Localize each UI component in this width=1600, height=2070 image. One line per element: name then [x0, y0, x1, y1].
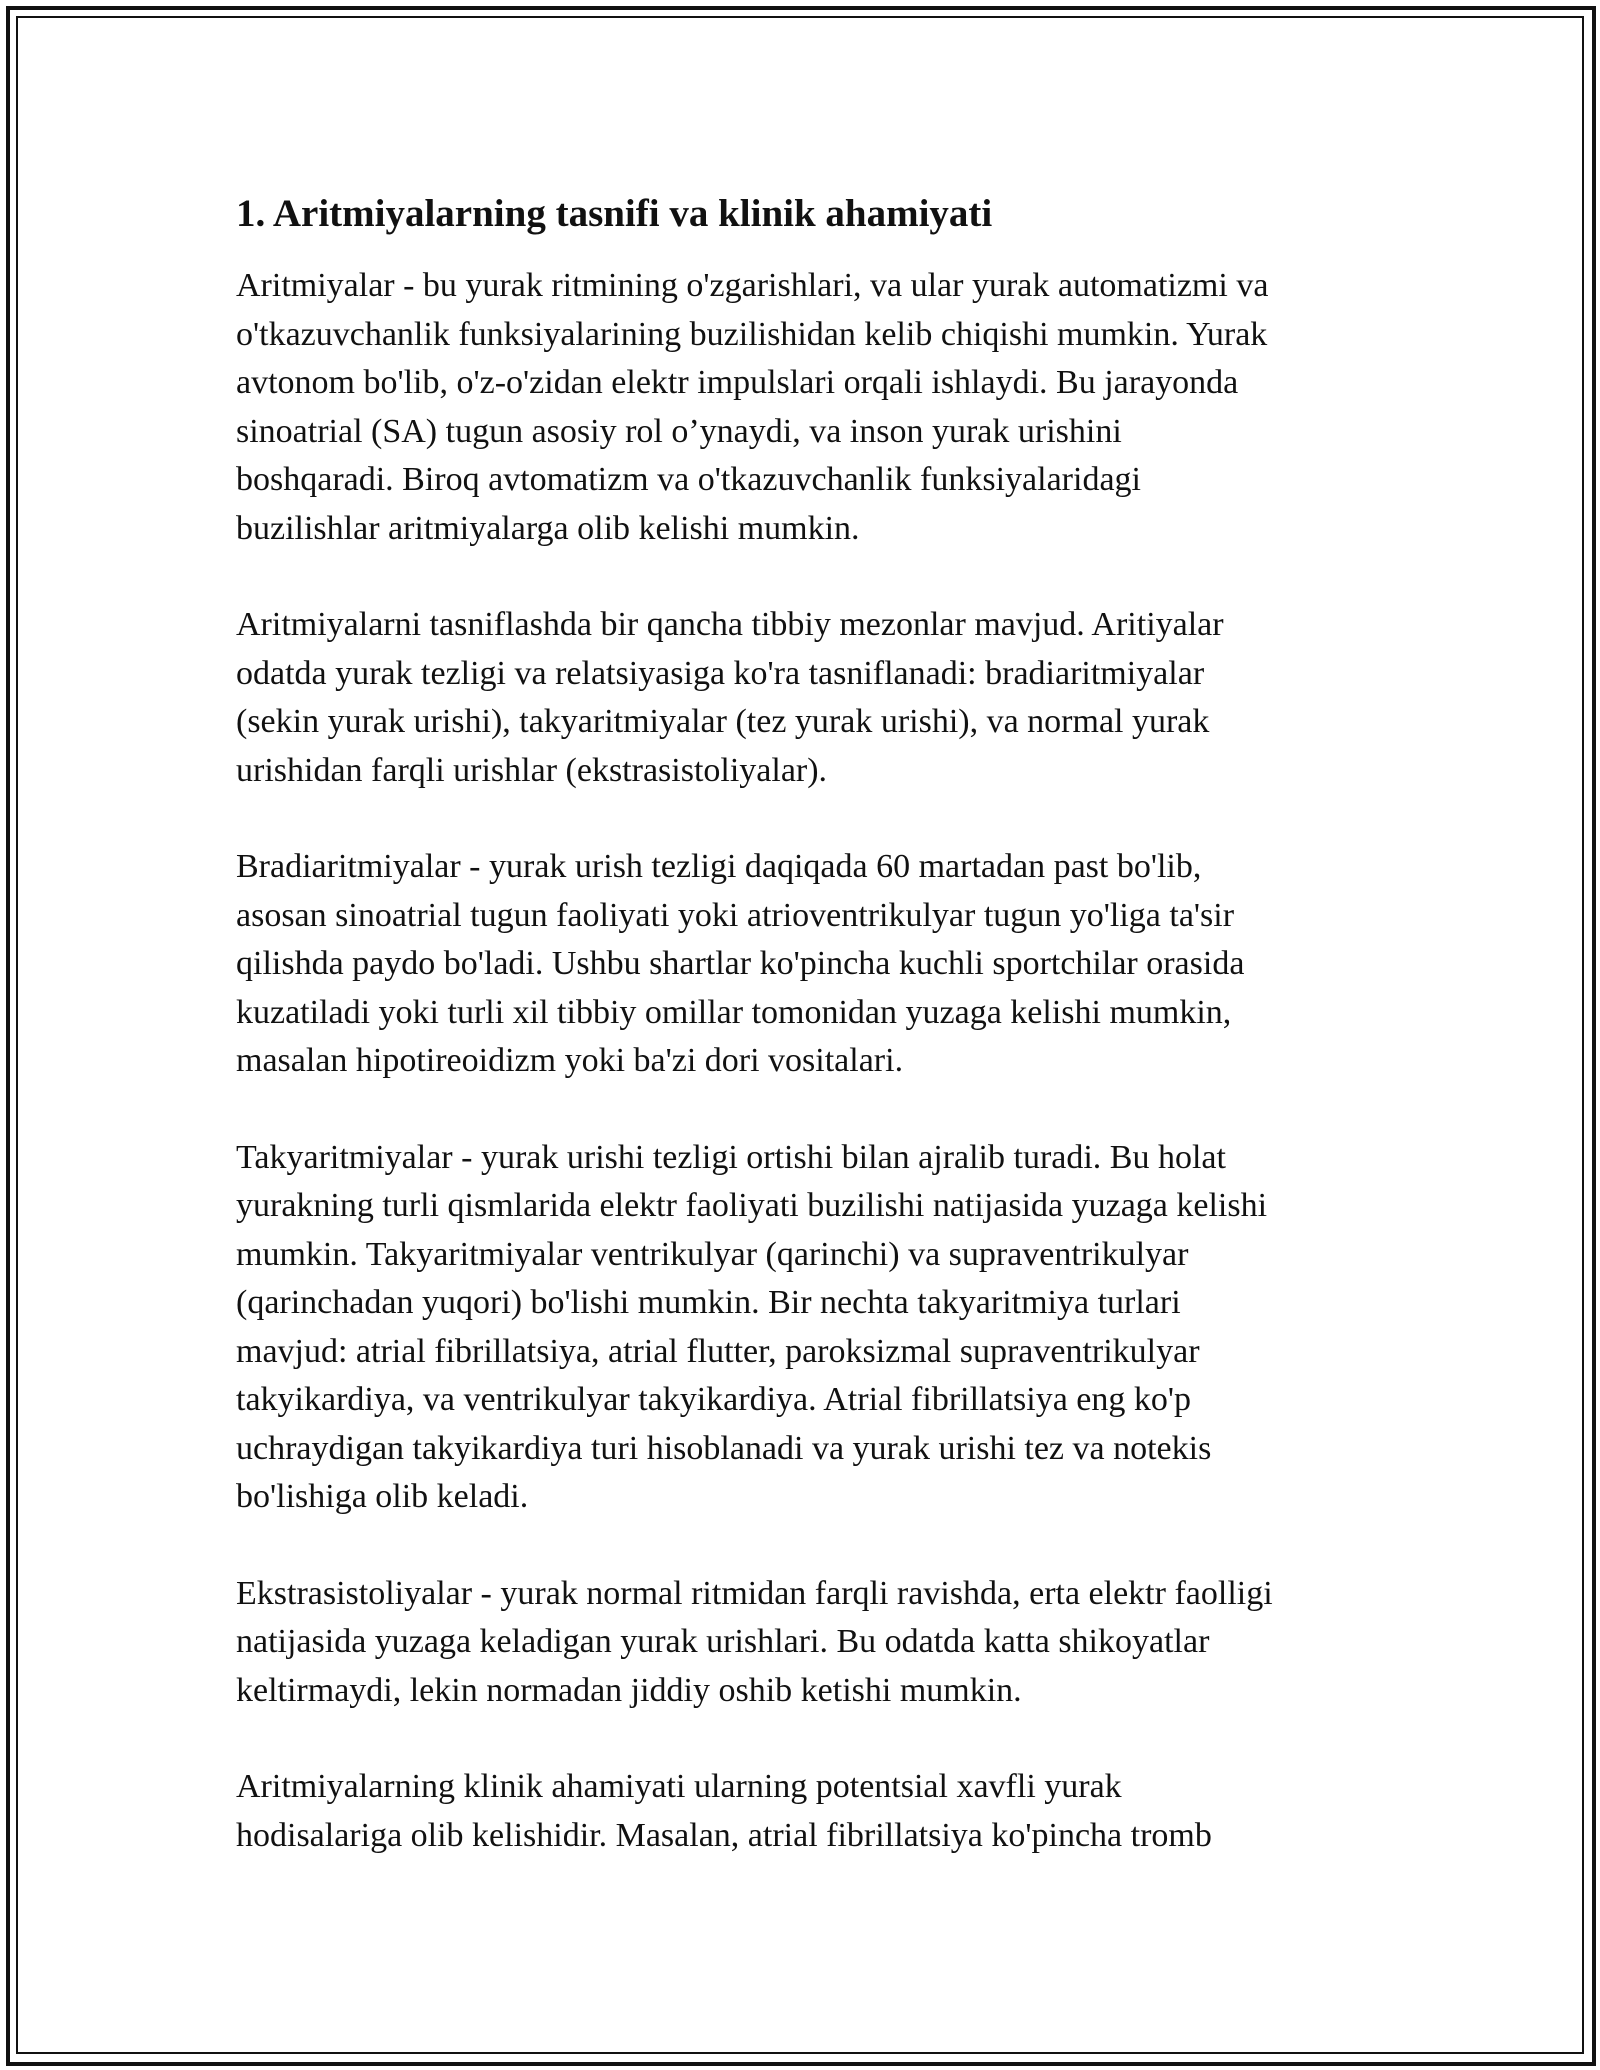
paragraph-line: buzilishlar aritmiyalarga olib kelishi mumkin.: [236, 509, 860, 547]
paragraph-line: o'tkazuvchanlik funksiyalarining buzilishidan kelib chiqishi mumkin. Yurak: [236, 315, 1268, 353]
paragraph-line: (qarinchadan yuqori) bo'lishi mumkin. Bir nechta takyaritmiya turlari: [236, 1284, 1181, 1321]
paragraph-line: masalan hipotireoidizm yoki ba'zi dori vositalari.: [236, 1042, 904, 1079]
paragraph-line: urishidan farqli urishlar (ekstrasistoliyalar).: [236, 751, 828, 789]
paragraph-line: yurakning turli qismlarida elektr faoliyati buzilishi natijasida yuzaga kelishi: [236, 1187, 1268, 1224]
paragraph: [236, 843, 1366, 1086]
paragraph-line: hodisalariga olib kelishidir. Masalan, atrial fibrillatsiya ko'pincha tromb: [236, 1816, 1212, 1854]
paragraph-line: natijasida yuzaga keladigan yurak urishlari. Bu odatda katta shikoyatlar: [236, 1623, 1210, 1660]
paragraph-line: mumkin. Takyaritmiyalar ventrikulyar (qarinchi) va supraventrikulyar: [236, 1235, 1189, 1273]
paragraph-line: takyikardiya, va ventrikulyar takyikardiya. Atrial fibrillatsiya eng ko'p: [236, 1381, 1192, 1418]
paragraph-line: Aritmiyalarning klinik ahamiyati ularning potentsial xavfli yurak: [236, 1768, 1122, 1805]
paragraph-line: Aritmiyalarni tasniflashda bir qancha tibbiy mezonlar mavjud. Aritiyalar: [236, 606, 1224, 643]
paragraph-line: boshqaradi. Biroq avtomatizm va o'tkazuvchanlik funksiyalaridagi: [236, 461, 1141, 498]
paragraph-line: odatda yurak tezligi va relatsiyasiga ko'ra tasniflanadi: bradiaritmiyalar: [236, 654, 1205, 692]
paragraph-line: bo'lishiga olib keladi.: [236, 1478, 529, 1515]
paragraph-line: Bradiaritmiyalar - yurak urish tezligi daqiqada 60 martadan past bo'lib,: [236, 848, 1202, 885]
paragraph-line: uchraydigan takyikardiya turi hisoblanadi va yurak urishi tez va notekis: [236, 1429, 1212, 1467]
paragraph-line: Aritmiyalar - bu yurak ritmining o'zgarishlari, va ular yurak automatizmi va: [236, 267, 1269, 304]
paragraph: [236, 1570, 1366, 1716]
paragraph-line: (sekin yurak urishi), takyaritmiyalar (tez yurak urishi), va normal yurak: [236, 703, 1210, 740]
paragraph-line: mavjud: atrial fibrillatsiya, atrial flutter, paroksizmal supraventrikulyar: [236, 1332, 1200, 1370]
paragraph-line: keltirmaydi, lekin normadan jiddiy oshib ketishi mumkin.: [236, 1671, 1022, 1709]
paragraph: [236, 601, 1366, 795]
paragraph-line: kuzatiladi yoki turli xil tibbiy omillar tomonidan yuzaga kelishi mumkin,: [236, 993, 1232, 1031]
paragraph: [236, 1763, 1366, 1860]
document-body: [236, 186, 1366, 1908]
section-heading: 1. Aritmiyalarning tasnifi va klinik ahamiyati: [236, 192, 993, 235]
paragraph-line: qilishda paydo bo'ladi. Ushbu shartlar ko'pincha kuchli sportchilar orasida: [236, 945, 1245, 982]
paragraph: [236, 262, 1366, 553]
paragraph-line: Ekstrasistoliyalar - yurak normal ritmidan farqli ravishda, erta elektr faolligi: [236, 1574, 1273, 1612]
paragraph: [236, 1134, 1366, 1522]
paragraph-line: Takyaritmiyalar - yurak urishi tezligi ortishi bilan ajralib turadi. Bu holat: [236, 1138, 1226, 1176]
paragraph-line: sinoatrial (SA) tugun asosiy rol o’ynaydi, va inson yurak urishini: [236, 412, 1122, 450]
paragraph-line: asosan sinoatrial tugun faoliyati yoki atrioventrikulyar tugun yo'liga ta'sir: [236, 896, 1235, 934]
paragraph-container: [236, 262, 1366, 1860]
paragraph-line: avtonom bo'lib, o'z-o'zidan elektr impulslari orqali ishlaydi. Bu jarayonda: [236, 364, 1239, 401]
